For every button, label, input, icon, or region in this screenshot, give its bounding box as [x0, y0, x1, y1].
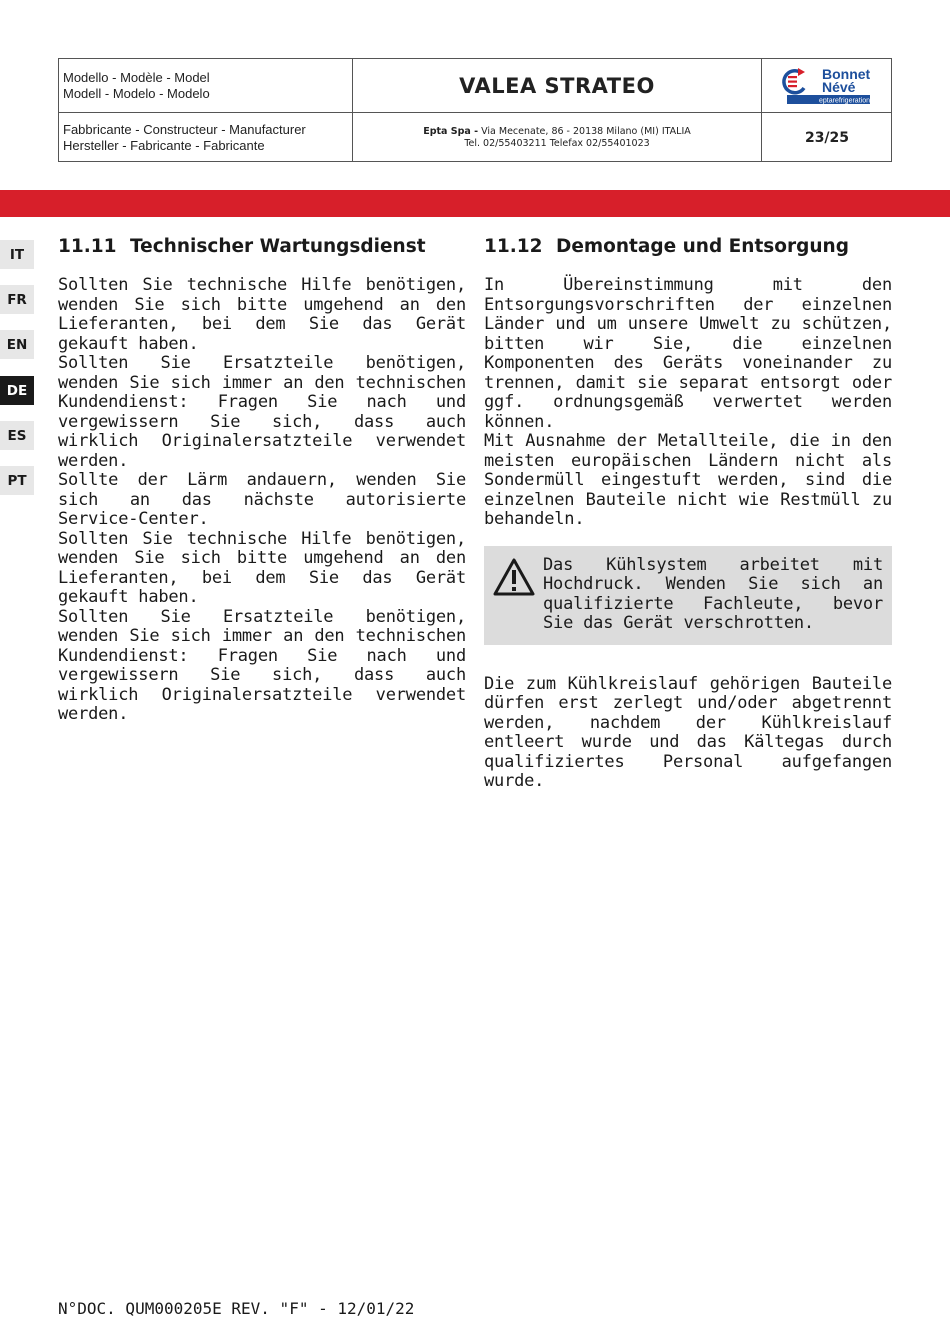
company-name: Epta Spa -: [423, 126, 479, 137]
paragraph: Sollten Sie technische Hilfe benötigen, wenden Sie sich bitte umgehend an den Lieferanten, bei dem Sie das Gerät gekauft haben.: [58, 528, 466, 607]
company-address: Via Mecenate, 86 - 20138 Milano (MI) ITALIA: [481, 126, 691, 137]
section-title: Demontage und Entsorgung: [556, 236, 849, 257]
warning-box: [484, 546, 892, 645]
model-label-line1: Modello - Modèle - Model: [63, 70, 210, 85]
manufacturer-label: [63, 122, 353, 154]
model-name: VALEA STRATEO: [459, 73, 655, 98]
section-dismantling-disposal: [484, 234, 892, 792]
lang-tab-en[interactable]: EN: [0, 330, 34, 359]
paragraph: Sollten Sie Ersatzteile benötigen, wenden Sie sich immer an den technischen Kundendienst: Fragen Sie nach und vergewissern Sie sich, dass auch wirklich Originalersatzteile verwendet werden.: [58, 606, 466, 724]
section-technical-service: [58, 234, 466, 725]
lang-tab-it[interactable]: IT: [0, 240, 34, 269]
lang-tab-pt[interactable]: PT: [0, 466, 34, 495]
section-title: Technischer Wartungsdienst: [130, 236, 426, 257]
lang-tab-es[interactable]: ES: [0, 421, 34, 450]
brand-logo: [762, 59, 892, 112]
manufacturer-address: [353, 113, 761, 163]
warning-triangle-icon: [492, 557, 536, 597]
bonnet-neve-logo-icon: [762, 59, 892, 112]
page-number: 23/25: [804, 130, 850, 146]
paragraph: Sollte der Lärm andauern, wenden Sie sich an das nächste autorisierte Service-Center.: [58, 470, 466, 529]
paragraph: In Übereinstimmung mit den Entsorgungsvorschriften der einzelnen Länder und um unsere Umwelt zu schützen, bitten wir Sie, die einzelnen Komponenten des Geräts voneinander zu trennen, damit sie separat entsorgt oder ggf. ordnungsgemäß verwertet werden können.: [484, 275, 892, 432]
red-band: [0, 190, 950, 217]
logo-line2: Névé: [822, 79, 856, 95]
paragraph: Die zum Kühlkreislauf gehörigen Bauteile dürfen erst zerlegt und/oder abgetrennt werden, nachdem der Kühlkreislauf entleert wurde und das Kältegas durch qualifiziertes Personal aufgefangen wurde.: [484, 673, 892, 791]
document-number: N°DOC. QUM000205E REV. "F" - 12/01/22: [58, 1299, 415, 1318]
section-number: 11.11: [58, 236, 117, 257]
lang-tab-fr[interactable]: FR: [0, 285, 34, 314]
model-label: [63, 70, 353, 102]
model-label-line2: Modell - Modelo - Modelo: [63, 86, 210, 101]
paragraph: Sollten Sie technische Hilfe benötigen, wenden Sie sich bitte umgehend an den Lieferanten, bei dem Sie das Gerät gekauft haben.: [58, 275, 466, 354]
paragraph: Mit Ausnahme der Metallteile, die in den meisten europäischen Ländern nicht als Sondermüll eingestuft werden, sind die einzelnen Bauteile nicht wie Restmüll zu behandeln.: [484, 431, 892, 529]
company-phone: Tel. 02/55403211 Telefax 02/55401023: [464, 138, 650, 149]
lang-tab-de[interactable]: DE: [0, 376, 34, 405]
manufacturer-label-line1: Fabbricante - Constructeur - Manufacturer: [63, 122, 306, 137]
warning-text: Das Kühlsystem arbeitet mit Hochdruck. Wenden Sie sich an qualifizierte Fachleute, bevor Sie das Gerät verschrotten.: [543, 554, 883, 633]
logo-line1: Bonnet: [822, 66, 871, 82]
section-heading: [484, 234, 892, 260]
section-number: 11.12: [484, 236, 543, 257]
logo-tagline: eptarefrigeration: [819, 97, 870, 105]
manufacturer-label-line2: Hersteller - Fabricante - Fabricante: [63, 138, 265, 153]
section-heading: [58, 234, 466, 260]
header-table: [58, 58, 892, 162]
paragraph: Sollten Sie Ersatzteile benötigen, wenden Sie sich immer an den technischen Kundendienst: Fragen Sie nach und vergewissern Sie sich, dass auch wirklich Originalersatzteile verwendet werden.: [58, 353, 466, 471]
